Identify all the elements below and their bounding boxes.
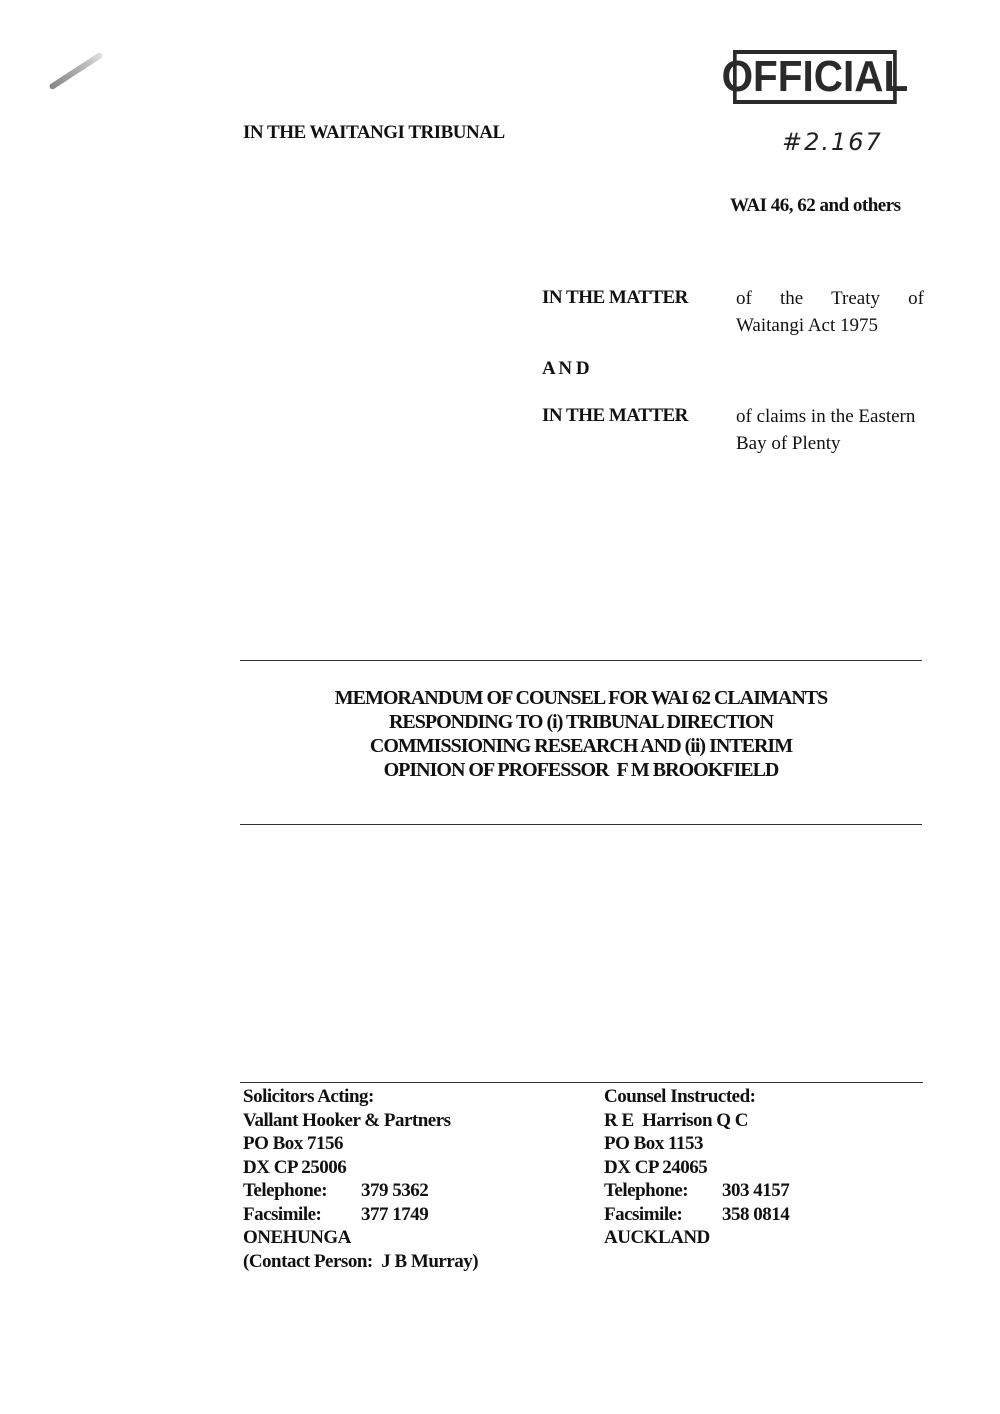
title-line-1: MEMORANDUM OF COUNSEL FOR WAI 62 CLAIMANTS	[334, 687, 828, 709]
staple-mark	[48, 52, 103, 91]
solicitors-dx: DX CP 25006	[243, 1156, 347, 1178]
matter-text-1-line2: Waitangi Act 1975	[736, 315, 878, 336]
matter-label-1: IN THE MATTER	[542, 287, 688, 308]
counsel-telephone-row	[604, 1179, 789, 1203]
counsel-telephone: 303 4157	[722, 1180, 790, 1201]
matter-text-2	[736, 403, 924, 457]
counsel-facsimile: 358 0814	[722, 1203, 790, 1225]
memorandum-title	[240, 686, 922, 782]
solicitors-block	[243, 1085, 478, 1273]
solicitors-po-box: PO Box 7156	[243, 1133, 344, 1154]
solicitors-telephone: 379 5362	[361, 1180, 429, 1201]
counsel-telephone-label: Telephone:	[604, 1180, 689, 1201]
matter-text-1	[736, 285, 924, 339]
wai-reference: WAI 46, 62 and others	[730, 195, 901, 216]
solicitors-facsimile-label: Facsimile:	[243, 1203, 322, 1225]
solicitors-telephone-row	[243, 1179, 478, 1203]
court-heading: IN THE WAITANGI TRIBUNAL	[243, 122, 505, 143]
title-line-4: OPINION OF PROFESSOR F M BROOKFIELD	[383, 759, 779, 781]
counsel-facsimile-label: Facsimile:	[604, 1203, 683, 1225]
footer-rule	[240, 1082, 923, 1083]
counsel-facsimile-row	[604, 1203, 789, 1227]
counsel-dx: DX CP 24065	[604, 1156, 708, 1178]
title-top-rule	[240, 660, 922, 661]
solicitors-telephone-label: Telephone:	[243, 1180, 328, 1201]
solicitors-facsimile: 377 1749	[361, 1203, 429, 1225]
title-bottom-rule	[240, 824, 922, 825]
solicitors-facsimile-row	[243, 1203, 478, 1227]
title-line-3: COMMISSIONING RESEARCH AND (ii) INTERIM	[369, 735, 793, 757]
solicitors-name: Vallant Hooker & Partners	[243, 1109, 451, 1131]
solicitors-city: ONEHUNGA	[243, 1227, 351, 1248]
matter-text-1-line1: of the Treaty of	[736, 288, 924, 309]
official-stamp	[721, 50, 909, 104]
counsel-heading: Counsel Instructed:	[604, 1086, 756, 1107]
matter-text-2-line2: Bay of Plenty	[736, 433, 841, 454]
counsel-name: R E Harrison Q C	[604, 1109, 749, 1131]
stamp-label: OFFICIAL	[721, 52, 909, 101]
matter-text-2-line1: of claims in the Eastern	[736, 406, 916, 427]
matter-label-2: IN THE MATTER	[542, 405, 688, 426]
handwritten-document-number: #2.167	[782, 128, 883, 156]
counsel-po-box: PO Box 1153	[604, 1133, 704, 1154]
title-line-2: RESPONDING TO (i) TRIBUNAL DIRECTION	[388, 711, 774, 733]
counsel-city: AUCKLAND	[604, 1227, 710, 1248]
and-connector: A N D	[542, 358, 590, 379]
solicitors-heading: Solicitors Acting:	[243, 1086, 374, 1107]
counsel-block	[604, 1085, 789, 1250]
solicitors-contact: (Contact Person: J B Murray)	[243, 1250, 479, 1272]
